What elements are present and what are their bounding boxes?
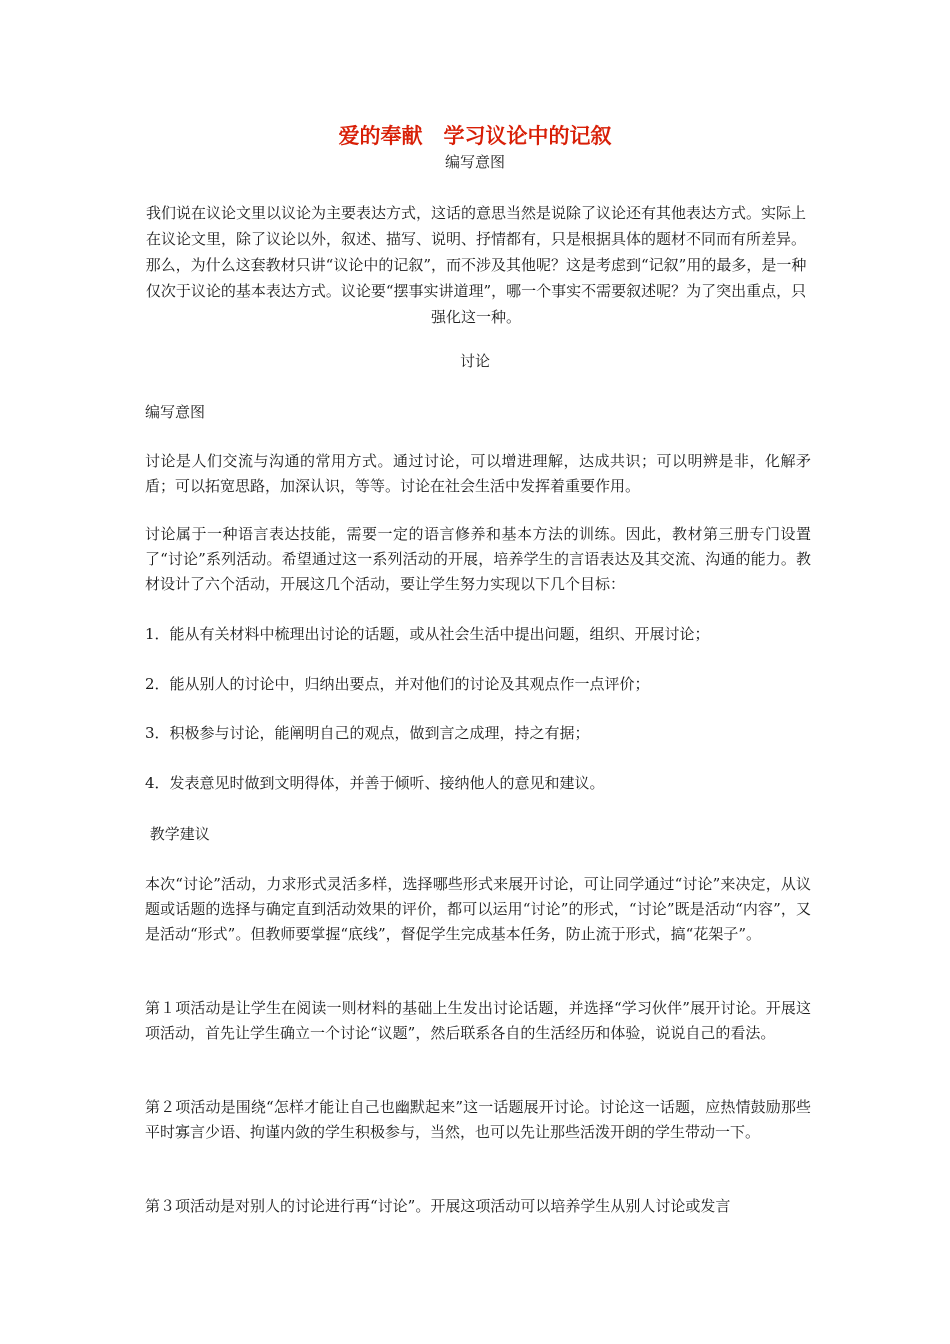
goal-item-2: 2．能从别人的讨论中，归纳出要点，并对他们的讨论及其观点作一点评价；	[145, 675, 650, 693]
suggestion-paragraph-2: 第１项活动是让学生在阅读一则材料的基础上生发出讨论话题，并选择“学习伙伴”展开讨论。开展这项活动，首先让学生确立一个讨论“议题”，然后联系各自的生活经历和体验，说说自己的看法。	[145, 999, 811, 1042]
suggestion-paragraph-3: 第２项活动是围绕“怎样才能让自己也幽默起来”这一话题展开讨论。讨论这一话题，应热情鼓励那些平时寡言少语、拘谨内敛的学生积极参与，当然，也可以先让那些活泼开朗的学生带动一下。	[145, 1098, 811, 1141]
section-heading-discussion: 讨论	[459, 352, 490, 370]
goal-item-3: 3．积极参与讨论，能阐明自己的观点，做到言之成理，持之有据；	[145, 724, 590, 742]
subtitle: 编写意图	[444, 153, 505, 171]
suggestion-heading: 教学建议	[145, 825, 210, 843]
intro-paragraph: 我们说在议论文里以议论为主要表达方式，这话的意思当然是说除了议论还有其他表达方式。实际上在议论文里，除了议论以外，叙述、描写、说明、抒情都有，只是根据具体的题材不同而有所差异。那么，为什么这套教材只讲“议论中的记叙”，而不涉及其他呢？这是考虑到“记叙”用的最多，是一种仅次于议论的基本表达方式。议论要“摆事实讲道理”，哪一个事实不需要叙述呢？为了突出重点，只强化这一种。	[145, 204, 807, 326]
paragraph-2: 讨论属于一种语言表达技能，需要一定的语言修养和基本方法的训练。因此，教材第三册专门设置了“讨论”系列活动。希望通过这一系列活动的开展，培养学生的言语表达及其交流、沟通的能力。教材设计了六个活动，开展这几个活动，要让学生努力实现以下几个目标：	[145, 525, 811, 593]
goal-item-4: 4．发表意见时做到文明得体，并善于倾听、接纳他人的意见和建议。	[145, 774, 605, 792]
page-title: 爱的奉献 学习议论中的记叙	[338, 123, 612, 148]
paragraph-1: 讨论是人们交流与沟通的常用方式。通过讨论，可以增进理解，达成共识；可以明辨是非，化解矛盾；可以拓宽思路，加深认识，等等。讨论在社会生活中发挥着重要作用。	[145, 452, 811, 495]
intent-heading: 编写意图	[145, 403, 206, 421]
suggestion-paragraph-4: 第３项活动是对别人的讨论进行再“讨论”。开展这项活动可以培养学生从别人讨论或发言	[145, 1197, 731, 1215]
goal-item-1: 1．能从有关材料中梳理出讨论的话题，或从社会生活中提出问题，组织、开展讨论；	[145, 625, 710, 643]
suggestion-paragraph-1: 本次“讨论”活动，力求形式灵活多样，选择哪些形式来展开讨论，可让同学通过“讨论”来决定，从议题或话题的选择与确定直到活动效果的评价，都可以运用“讨论”的形式，“讨论”既是活动“内容”，又是活动“形式”。但教师要掌握“底线”，督促学生完成基本任务，防止流于形式，搞“花架子”。	[145, 875, 811, 943]
